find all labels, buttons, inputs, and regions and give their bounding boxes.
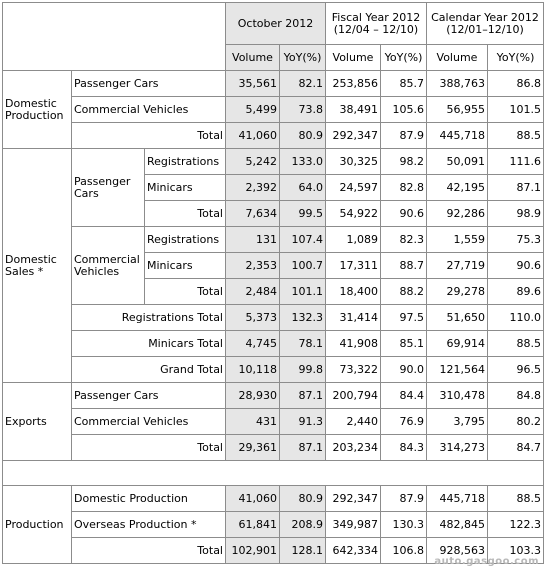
row-label: Registrations [145,149,226,175]
cell: 84.4 [381,383,427,409]
cell: 388,763 [427,71,488,97]
row-label: Total [145,279,226,305]
table-row [3,227,544,253]
cell: 17,311 [326,253,381,279]
cell: 87.9 [381,486,427,512]
cell: 51,650 [427,305,488,331]
group-label: Commercial Vehicles [72,227,145,305]
cell: 5,373 [226,305,280,331]
row-label: Total [72,123,226,149]
table-row [3,409,544,435]
cell: 928,563 [427,538,488,564]
cell: 78.1 [280,331,326,357]
cell: 88.5 [488,486,544,512]
cell: 2,440 [326,409,381,435]
cell: 42,195 [427,175,488,201]
cell: 103.3 [488,538,544,564]
cell: 482,845 [427,512,488,538]
cell: 128.1 [280,538,326,564]
section-exports: Exports [3,383,72,461]
row-label: Commercial Vehicles [72,409,226,435]
cell: 84.8 [488,383,544,409]
cell: 41,060 [226,486,280,512]
cell: 92,286 [427,201,488,227]
cell: 90.0 [381,357,427,383]
row-label: Minicars [145,253,226,279]
cell: 121,564 [427,357,488,383]
cell: 88.5 [488,331,544,357]
cell: 97.5 [381,305,427,331]
cell: 84.3 [381,435,427,461]
cell: 203,234 [326,435,381,461]
cell: 88.7 [381,253,427,279]
row-label: Registrations [145,227,226,253]
cell: 98.9 [488,201,544,227]
cell: 82.1 [280,71,326,97]
header-yoy: YoY(%) [488,45,544,71]
table-row [3,97,544,123]
cell: 87.1 [488,175,544,201]
cell: 131 [226,227,280,253]
cell: 31,414 [326,305,381,331]
cell: 200,794 [326,383,381,409]
cell: 69,914 [427,331,488,357]
cell: 10,118 [226,357,280,383]
cell: 96.5 [488,357,544,383]
cell: 130.3 [381,512,427,538]
cell: 27,719 [427,253,488,279]
cell: 87.9 [381,123,427,149]
cell: 292,347 [326,123,381,149]
corner-cell [3,3,226,71]
table-row [3,435,544,461]
row-label: Total [72,538,226,564]
spacer-row [3,461,544,486]
section-domestic-sales: Domestic Sales * [3,149,72,383]
spacer-cell [3,461,544,486]
cell: 445,718 [427,486,488,512]
cell: 3,795 [427,409,488,435]
cell: 29,278 [427,279,488,305]
cell: 73.8 [280,97,326,123]
table-row [3,71,544,97]
table-row [3,357,544,383]
cell: 642,334 [326,538,381,564]
row-label: Minicars [145,175,226,201]
cell: 107.4 [280,227,326,253]
header-fiscal-year: Fiscal Year 2012 (12/04 – 12/10) [326,3,427,45]
cell: 80.9 [280,486,326,512]
cell: 5,242 [226,149,280,175]
cell: 54,922 [326,201,381,227]
cell: 2,484 [226,279,280,305]
table-row [3,512,544,538]
cell: 99.5 [280,201,326,227]
cell: 80.2 [488,409,544,435]
row-label: Total [72,435,226,461]
cell: 30,325 [326,149,381,175]
cell: 38,491 [326,97,381,123]
cell: 4,745 [226,331,280,357]
cell: 61,841 [226,512,280,538]
cell: 82.8 [381,175,427,201]
header-volume: Volume [326,45,381,71]
cell: 89.6 [488,279,544,305]
row-label: Grand Total [72,357,226,383]
cell: 86.8 [488,71,544,97]
cell: 87.1 [280,383,326,409]
cell: 41,908 [326,331,381,357]
cell: 88.5 [488,123,544,149]
cell: 314,273 [427,435,488,461]
cell: 56,955 [427,97,488,123]
row-label: Passenger Cars [72,383,226,409]
watermark: auto.gasgoo.com [434,556,539,567]
row-label: Total [145,201,226,227]
cell: 1,559 [427,227,488,253]
header-yoy: YoY(%) [280,45,326,71]
cell: 2,392 [226,175,280,201]
cell: 85.1 [381,331,427,357]
section-domestic-production: Domestic Production [3,71,72,149]
group-label: Passenger Cars [72,149,145,227]
table-row [3,486,544,512]
cell: 18,400 [326,279,381,305]
cell: 88.2 [381,279,427,305]
cell: 349,987 [326,512,381,538]
table-row [3,305,544,331]
cell: 35,561 [226,71,280,97]
cell: 2,353 [226,253,280,279]
cell: 64.0 [280,175,326,201]
cell: 132.3 [280,305,326,331]
table-row [3,383,544,409]
header-yoy: YoY(%) [381,45,427,71]
cell: 208.9 [280,512,326,538]
cell: 100.7 [280,253,326,279]
cell: 98.2 [381,149,427,175]
row-label: Registrations Total [72,305,226,331]
cell: 101.5 [488,97,544,123]
cell: 431 [226,409,280,435]
cell: 445,718 [427,123,488,149]
cell: 76.9 [381,409,427,435]
cell: 110.0 [488,305,544,331]
table-row [3,123,544,149]
header-volume: Volume [427,45,488,71]
cell: 5,499 [226,97,280,123]
cell: 28,930 [226,383,280,409]
cell: 1,089 [326,227,381,253]
cell: 85.7 [381,71,427,97]
row-label: Minicars Total [72,331,226,357]
cell: 24,597 [326,175,381,201]
cell: 75.3 [488,227,544,253]
cell: 292,347 [326,486,381,512]
cell: 106.8 [381,538,427,564]
cell: 50,091 [427,149,488,175]
cell: 29,361 [226,435,280,461]
cell: 133.0 [280,149,326,175]
cell: 90.6 [381,201,427,227]
cell: 101.1 [280,279,326,305]
cell: 105.6 [381,97,427,123]
cell: 99.8 [280,357,326,383]
cell: 102,901 [226,538,280,564]
table-row [3,149,544,175]
cell: 87.1 [280,435,326,461]
row-label: Domestic Production [72,486,226,512]
section-production: Production [3,486,72,564]
cell: 80.9 [280,123,326,149]
cell: 82.3 [381,227,427,253]
cell: 91.3 [280,409,326,435]
header-october: October 2012 [226,3,326,45]
table-row [3,331,544,357]
cell: 7,634 [226,201,280,227]
cell: 90.6 [488,253,544,279]
cell: 41,060 [226,123,280,149]
row-label: Commercial Vehicles [72,97,226,123]
row-label: Passenger Cars [72,71,226,97]
production-sales-table [2,2,544,564]
header-calendar-year: Calendar Year 2012 (12/01–12/10) [427,3,544,45]
header-volume: Volume [226,45,280,71]
cell: 122.3 [488,512,544,538]
cell: 253,856 [326,71,381,97]
cell: 111.6 [488,149,544,175]
cell: 310,478 [427,383,488,409]
row-label: Overseas Production * [72,512,226,538]
cell: 84.7 [488,435,544,461]
cell: 73,322 [326,357,381,383]
